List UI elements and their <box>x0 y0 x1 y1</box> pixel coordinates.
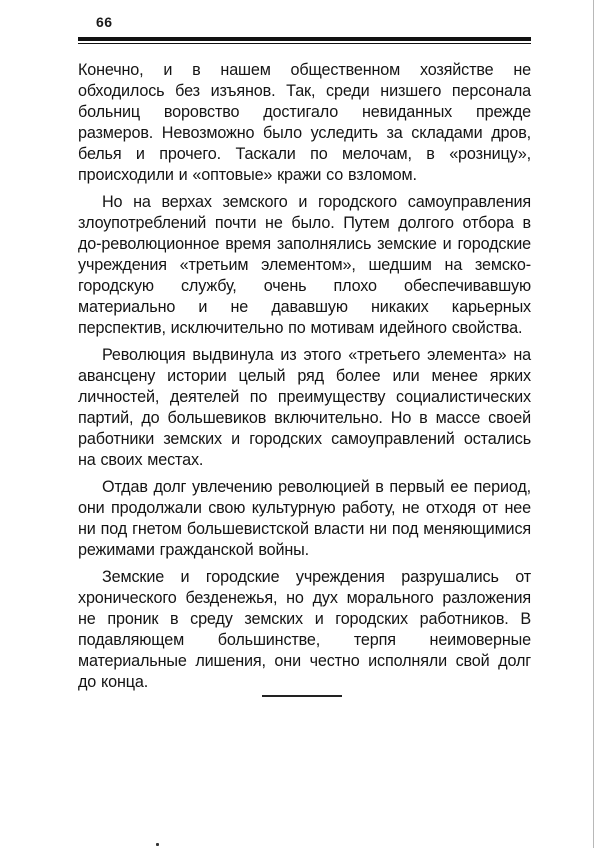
page-edge <box>593 0 594 848</box>
body-text <box>78 60 531 699</box>
header-rule-thick <box>78 37 531 41</box>
paragraph-1: Конечно, и в нашем общественном хозяйстве не обходилось без изъянов. Так, среди низшего персонала больниц воровство достигало невиданных прежде размеров. Невозможно было уследить за складами дров, белья и прочего. Таскали по мелочам, в «розницу», происходили и «оптовые» кражи со взломом. <box>78 61 531 184</box>
paragraph-3: Революция выдвинула из этого «третьего элемента» на авансцену истории целый ряд более или менее ярких личностей, деятелей по преимуществу социалистических партий, до большевиков включительно. Но в массе своей работники земских и городских самоуправлений остались на своих местах. <box>78 346 531 469</box>
page-number: 66 <box>96 14 113 30</box>
section-end-rule <box>262 695 342 697</box>
header-rule-thin <box>78 43 531 44</box>
paragraph-5: Земские и городские учреждения разрушались от хронического безденежья, но дух морального разложения не проник в среду земских и городских работников. В подавляющем большинстве, терпя неимоверные материальные лишения, они честно исполняли свой долг до конца. <box>78 568 531 691</box>
print-speck <box>156 843 159 846</box>
paragraph-2: Но на верхах земского и городского самоуправления злоупотреблений почти не было. Путем долгого отбора в до-революционное время заполнялись земские и городские учреждения «третьим элементом», шедшим на земско-городскую службу, очень плохо обеспечивавшую материально и не дававшую никаких карьерных перспектив, исключительно по мотивам идейного свойства. <box>78 193 531 337</box>
paragraph-4: Отдав долг увлечению революцией в первый ее период, они продолжали свою культурную работу, не отходя от нее ни под гнетом большевистской власти ни под меняющимися режимами гражданской войны. <box>78 478 531 559</box>
